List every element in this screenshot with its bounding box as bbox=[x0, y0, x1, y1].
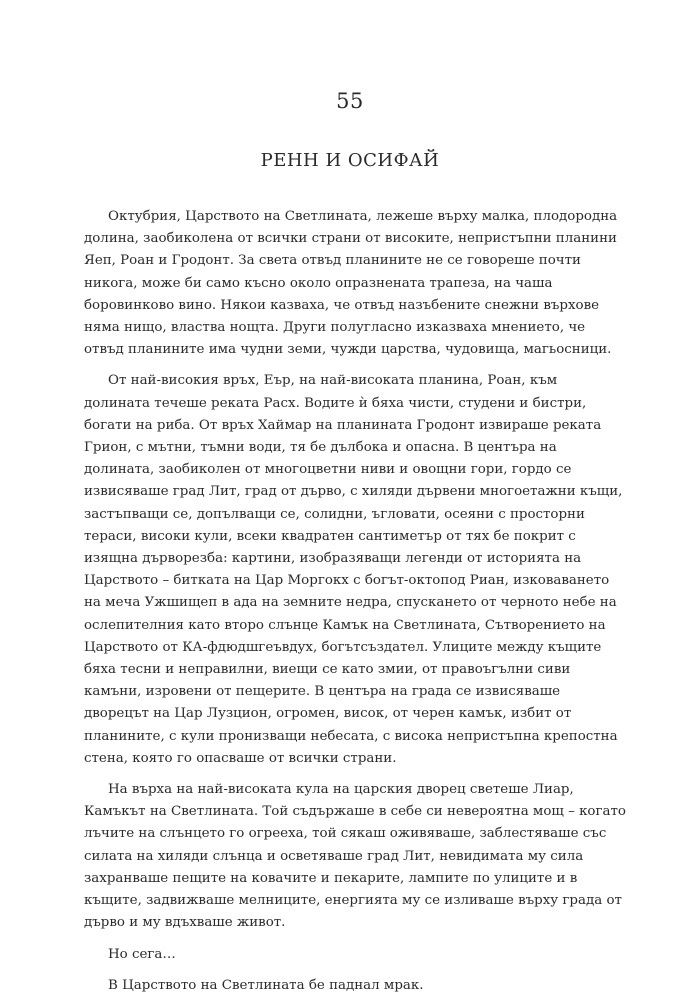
paragraph: Октубрия, Царството на Светлината, лежеше върху малка, плодородна долина, заобиколена от всички страни от високите, непристъпни планини Яеп, Роан и Гродонт. За света отвъд планините не се говореше почти никога, може би само късно около опразнената трапеза, на чаша боровинково вино. Някои казваха, че отвъд назъбените снежни върхове няма нищо, властва нощта. Други полугласно изказваха мнението, че отвъд планините има чудни земи, чужди царства, чудовища, магьосници. bbox=[84, 209, 618, 358]
paragraph: На върха на най-високата кула на царския дворец светеше Лиар, Камъкът на Светлината. Той съдържаше в себе си невероятна мощ – когато лъчите на слънцето го огрееха, той сякаш оживяваше, заблестяваше със силата на хиляди слънца и осветяваше град Лит, невидимата му сила захранваше пещите на ковачите и пекарите, лампите по улиците и в къщите, задвижваше мелниците, енергията му се изливаше върху града от дърво и му вдъхваше живот. bbox=[84, 782, 626, 931]
paragraph: Но сега… bbox=[108, 946, 176, 962]
chapter-title: РЕНН И ОСИФАЙ bbox=[260, 150, 440, 171]
chapter-body bbox=[84, 206, 626, 1006]
paragraph: В Царството на Светлината бе паднал мрак. bbox=[108, 977, 424, 993]
chapter-number: 55 bbox=[336, 89, 364, 113]
paragraph: От най-високия връх, Еър, на най-високата планина, Роан, към долината течеше реката Расх. Водите ѝ бяха чисти, студени и бистри, богати на риба. От връх Хаймар на планината Гродонт извираше реката Грион, с мътни, тъмни води, тя бе дълбока и опасна. В центъра на долината, заобиколен от многоцветни ниви и овощни гори, гордо се извисяваше град Лит, град от дърво, с хиляди дървени многоетажни къщи, застъпващи се, допълващи се, солидни, ъгловати, осеяни с просторни тераси, високи кули, всеки квадратен сантиметър от тях бе покрит с изящна дърворезба: картини, изобразяващи легенди от историята на Царството – битката на Цар Моргокх с богът-октопод Риан, изковаването на меча Ужшищеп в ада на земните недра, спускането от черното небе на ослепителния като второ слънце Камък на Светлината, Сътворението на Царството от КА-фдюдшгеъвдух, богътсъздател. Улиците между къщите бяха тесни и неправилни, виещи се като змии, от правоъгълни сиви камъни, изровени от пещерите. В центъра на града се извисяваше дворецът на Цар Лузцион, огромен, висок, от черен камък, избит от планините, с кули пронизващи небесата, с висока непристъпна крепостна стена, която го опасваше от всички страни. bbox=[84, 373, 623, 766]
